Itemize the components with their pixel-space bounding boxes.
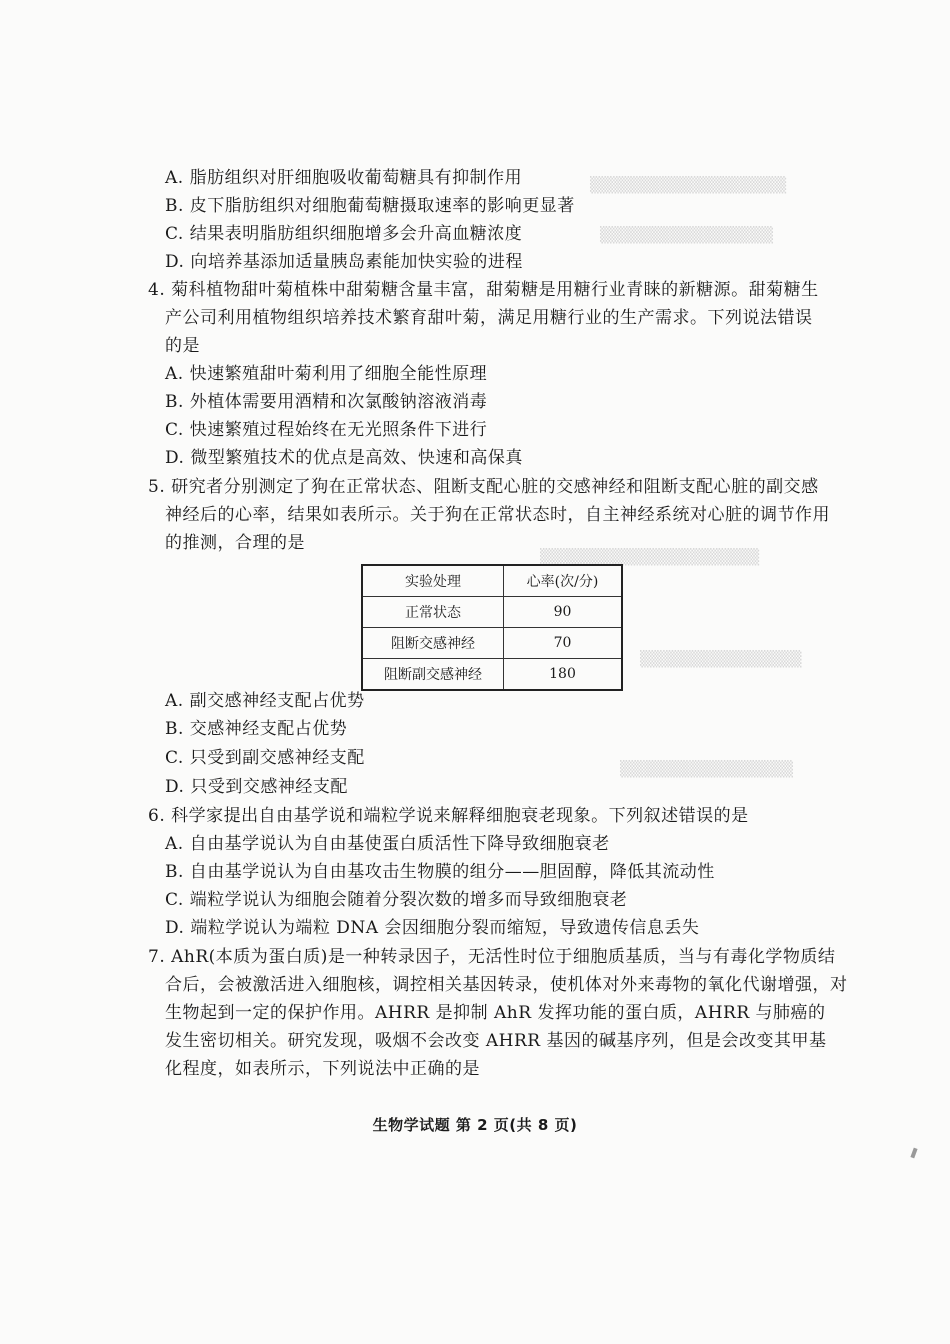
q4-option-a: A. 快速繁殖甜叶菊利用了细胞全能性原理 [165, 364, 488, 384]
q7-stem-line-1: 7. AhR(本质为蛋白质)是一种转录因子，无活性时位于细胞质基质，当与有毒化学物质结 [148, 947, 836, 967]
q5-option-c: C. 只受到副交感神经支配 [165, 748, 365, 768]
table-header-cell: 实验处理 [362, 565, 504, 597]
scan-speck [910, 1148, 917, 1159]
bleed-through-artifact: ▒▒▒▒▒▒▒▒▒▒▒▒▒▒▒▒▒ [590, 176, 787, 194]
q4-option-c: C. 快速繁殖过程始终在无光照条件下进行 [165, 420, 488, 440]
q6-stem-line-1: 6. 科学家提出自由基学说和端粒学说来解释细胞衰老现象。下列叙述错误的是 [148, 806, 749, 826]
table-cell: 正常状态 [362, 597, 504, 628]
bleed-through-artifact: ▒▒▒▒▒▒▒▒▒▒▒▒▒▒▒ [620, 760, 794, 778]
q7-stem-line-3: 生物起到一定的保护作用。AHRR 是抑制 AhR 发挥功能的蛋白质，AHRR 与肺癌的 [165, 1003, 826, 1023]
bleed-through-artifact: ▒▒▒▒▒▒▒▒▒▒▒▒▒▒▒▒▒▒▒ [540, 548, 760, 566]
q6-option-b: B. 自由基学说认为自由基攻击生物膜的组分——胆固醇，降低其流动性 [165, 862, 715, 882]
bleed-through-artifact: ▒▒▒▒▒▒▒▒▒▒▒▒▒▒▒ [600, 226, 774, 244]
table-row [362, 628, 622, 659]
q3-option-a: A. 脂肪组织对肝细胞吸收葡萄糖具有抑制作用 [165, 168, 523, 188]
q5-option-d: D. 只受到交感神经支配 [165, 777, 348, 797]
table-cell: 180 [504, 659, 623, 691]
table-cell: 阻断交感神经 [362, 628, 504, 659]
q4-option-d: D. 微型繁殖技术的优点是高效、快速和高保真 [165, 448, 523, 468]
table-cell: 70 [504, 628, 623, 659]
table-cell: 阻断副交感神经 [362, 659, 504, 691]
q6-option-d: D. 端粒学说认为端粒 DNA 会因细胞分裂而缩短，导致遗传信息丢失 [165, 918, 700, 938]
table-cell: 90 [504, 597, 623, 628]
q4-stem-line-2: 产公司利用植物组织培养技术繁育甜叶菊，满足用糖行业的生产需求。下列说法错误 [165, 308, 813, 328]
q7-stem-line-5: 化程度，如表所示，下列说法中正确的是 [165, 1059, 480, 1079]
q6-option-c: C. 端粒学说认为细胞会随着分裂次数的增多而导致细胞衰老 [165, 890, 628, 910]
q4-stem-line-3: 的是 [165, 336, 200, 356]
table-header-row [362, 565, 622, 597]
q5-option-b: B. 交感神经支配占优势 [165, 719, 348, 739]
q5-option-a: A. 副交感神经支配占优势 [165, 691, 365, 711]
bleed-through-artifact: ▒▒▒▒▒▒▒▒▒▒▒▒▒▒ [640, 650, 802, 668]
q5-stem-line-3: 的推测，合理的是 [165, 533, 305, 553]
table-row [362, 659, 622, 691]
q4-stem-line-1: 4. 菊科植物甜叶菊植株中甜菊糖含量丰富，甜菊糖是用糖行业青睐的新糖源。甜菊糖生 [148, 280, 819, 300]
q3-option-c: C. 结果表明脂肪组织细胞增多会升高血糖浓度 [165, 224, 523, 244]
q7-stem-line-4: 发生密切相关。研究发现，吸烟不会改变 AHRR 基因的碱基序列，但是会改变其甲基 [165, 1031, 827, 1051]
q5-stem-line-1: 5. 研究者分别测定了狗在正常状态、阻断支配心脏的交感神经和阻断支配心脏的副交感 [148, 477, 819, 497]
page-footer: 生物学试题 第 2 页(共 8 页) [372, 1116, 578, 1134]
q7-stem-line-2: 合后，会被激活进入细胞核，调控相关基因转录，使机体对外来毒物的氧化代谢增强，对 [165, 975, 848, 995]
q3-option-d: D. 向培养基添加适量胰岛素能加快实验的进程 [165, 252, 523, 272]
table-row [362, 597, 622, 628]
q4-option-b: B. 外植体需要用酒精和次氯酸钠溶液消毒 [165, 392, 488, 412]
q5-stem-line-2: 神经后的心率，结果如表所示。关于狗在正常状态时，自主神经系统对心脏的调节作用 [165, 505, 830, 525]
table-header-cell: 心率(次/分) [504, 565, 623, 597]
heart-rate-table [361, 564, 623, 691]
q6-option-a: A. 自由基学说认为自由基使蛋白质活性下降导致细胞衰老 [165, 834, 610, 854]
q3-option-b: B. 皮下脂肪组织对细胞葡萄糖摄取速率的影响更显著 [165, 196, 575, 216]
